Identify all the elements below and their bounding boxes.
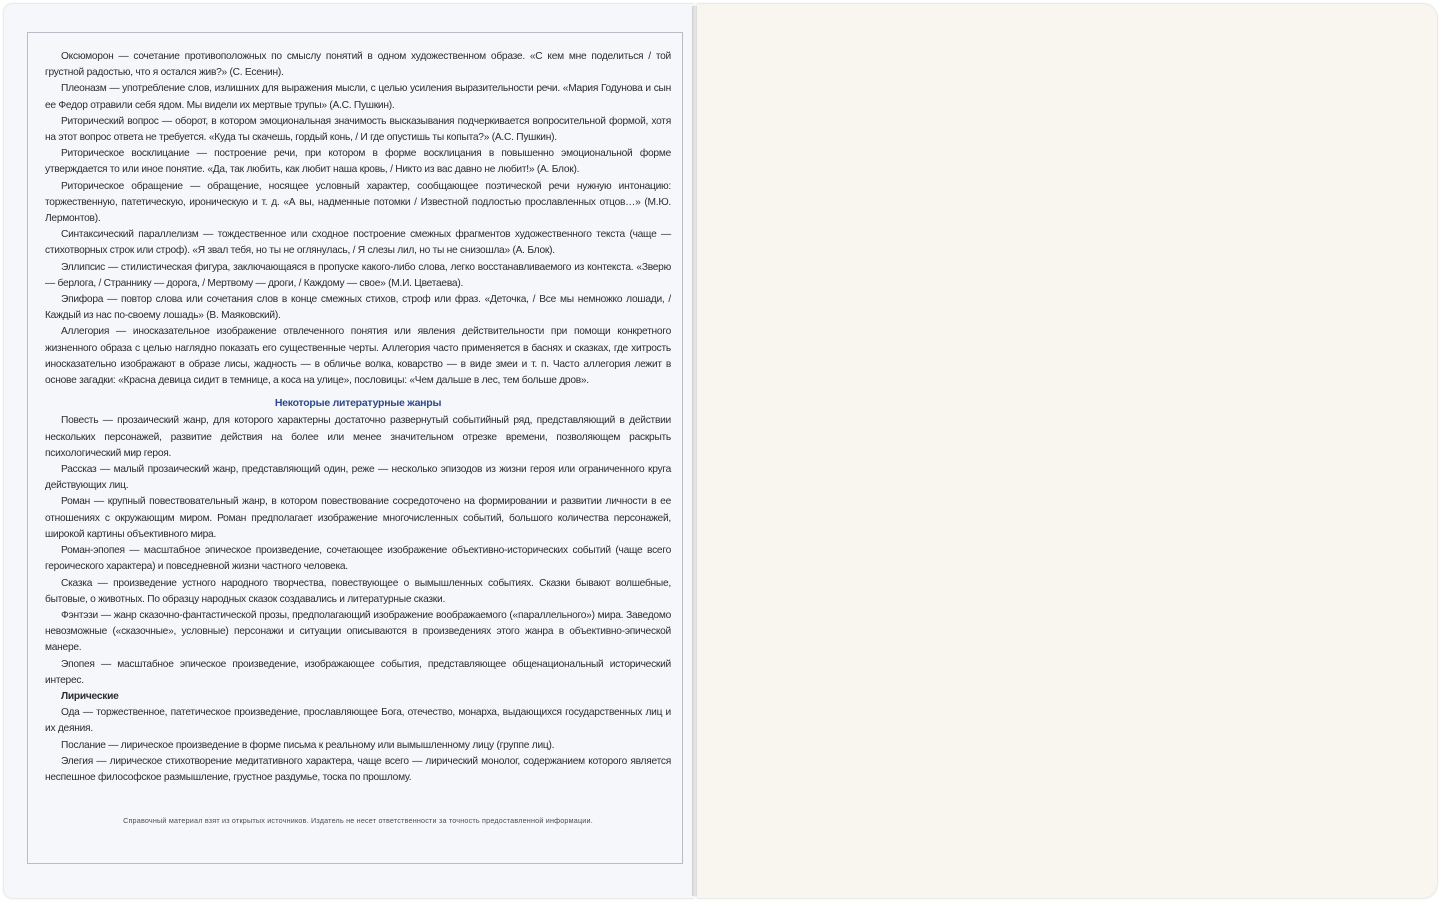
term-ellipsis: Эллипсис — стилистическая фигура, заключающаяся в пропуске какого-либо слова, легко восстанавливаемого из контекста. «Зверю — берлога, / Страннику — дорога, / Мертвому — дроги, / Каждому — свое» (М.И. Цветаева). [45, 261, 671, 289]
term-rhetorical-exclamation: Риторическое восклицание — построение речи, при котором в форме восклицания в повышенно эмоциональной форме утверждается то или иное понятие. «Да, так любить, как любит наша кровь, / Никто из вас давно не любит!» (А. Блок). [45, 148, 671, 176]
section-heading: Некоторые литературные жанры [274, 397, 442, 410]
page-content [45, 49, 671, 786]
subheading-lyric: Лирические [61, 690, 119, 702]
genre-povest: Повесть — прозаический жанр, для которого характерны достаточно развернутый событийный ряд, представляющий в действии нескольких персонажей, развитие действия на более или менее значительном отрезке времени, позволяющем раскрыть психологический мир героя. [45, 415, 671, 459]
genre-poslanie: Послание — лирическое произведение в форме письма к реальному или вымышленному лицу (группе лиц). [61, 739, 555, 751]
genre-fantasy: Фэнтэзи — жанр сказочно-фантастической прозы, предполагающий изображение воображаемого («параллельного») мира. Заведомо невозможные («сказочные», условные) персонажи и ситуации описываются в произведениях этого жанра в объективно-эпической манере. [45, 609, 671, 654]
footnote: Справочный материал взят из открытых источников. Издатель не несет ответственности за точность предоставленной информации. [123, 816, 593, 825]
term-syntactic-parallelism: Синтаксический параллелизм — тождественное или сходное построение смежных фрагментов художественного текста (чаще — стихотворных строк или строф). «Я звал тебя, но ты не оглянулась, / Я слезы лил, но ты не снизошла» (А. Блок). [45, 229, 671, 257]
term-epiphora: Эпифора — повтор слова или сочетания слов в конце смежных стихов, строф или фраз. «Деточка, / Все мы немножко лошади, / Каждый из нас по-своему лошадь» (В. Маяковский). [45, 294, 671, 322]
genre-skazka: Сказка — произведение устного народного творчества, повествующее о вымышленных событиях. Сказки бывают волшебные, бытовые, о животных. По образцу народных сказок создавались и литературные сказки. [45, 577, 671, 605]
term-rhetorical-address: Риторическое обращение — обращение, носящее условный характер, сообщающее поэтической речи нужную интонацию: торжественную, патетическую, ироническую и т. д. «А вы, надменные потомки / Известной подлостью прославленных отцов…» (М.Ю. Лермонтов). [45, 180, 671, 225]
genre-roman-epopeya: Роман-эпопея — масштабное эпическое произведение, сочетающее изображение объективно-исторических событий (чаще всего героического характера) и повседневной жизни частного человека. [45, 545, 671, 573]
genre-elegiya: Элегия — лирическое стихотворение медитативного характера, чаще всего — лирический монолог, содержанием которого является неспешное философское размышление, грустное раздумье, тоска по прошлому. [45, 755, 671, 783]
right-blank-page [697, 4, 1437, 898]
term-rhetorical-question: Риторический вопрос — оборот, в котором эмоциональная значимость высказывания подчеркивается вопросительной формой, хотя на этот вопрос ответа не требуется. «Куда ты скачешь, гордый конь, / И где опустишь ты копыта?» (А.С. Пушкин). [45, 115, 671, 144]
genre-rasskaz: Рассказ — малый прозаический жанр, представляющий один, реже — несколько эпизодов из жизни героя или ограниченного круга действующих лиц. [45, 464, 671, 492]
genre-oda: Ода — торжественное, патетическое произведение, прославляющее Бога, отечество, монарха, выдающихся государственных лиц и их деяния. [45, 707, 671, 735]
genre-roman: Роман — крупный повествовательный жанр, в котором повествование сосредоточено на формировании и развитии личности в ее отношениях с окружающим миром. Роман предполагает изображение многочисленных событий, большого количества персонажей, широкой картины объективного мира. [45, 496, 671, 540]
term-allegory: Аллегория — иносказательное изображение отвлеченного понятия или явления действительности при помощи конкретного жизненного образа с целью наглядно показать его существенные черты. Аллегория часто применяется в баснях и сказках, где хитрость иносказательно изображают в образе лисы, жадность — в обличье волка, коварство — в виде змеи и т. п. Часто аллегория лежит в основе загадки: «Красна девица сидит в темнице, а коса на улице», пословицы: «Чем дальше в лес, тем больше дров». [45, 326, 671, 387]
term-oxymoron: Оксюморон — сочетание противоположных по смыслу понятий в одном художественном образе. «С кем мне поделиться / той грустной радостью, что я остался жив?» (С. Есенин). [45, 51, 671, 79]
term-pleonasm: Плеоназм — употребление слов, излишних для выражения мысли, с целью усиления выразительности речи. «Мария Годунова и сын ее Федор отравили себя ядом. Мы видели их мертвые трупы» (А.С. Пушкин). [45, 83, 671, 111]
genre-epopeya: Эпопея — масштабное эпическое произведение, изображающее события, представляющее общенациональный исторический интерес. [45, 658, 671, 686]
